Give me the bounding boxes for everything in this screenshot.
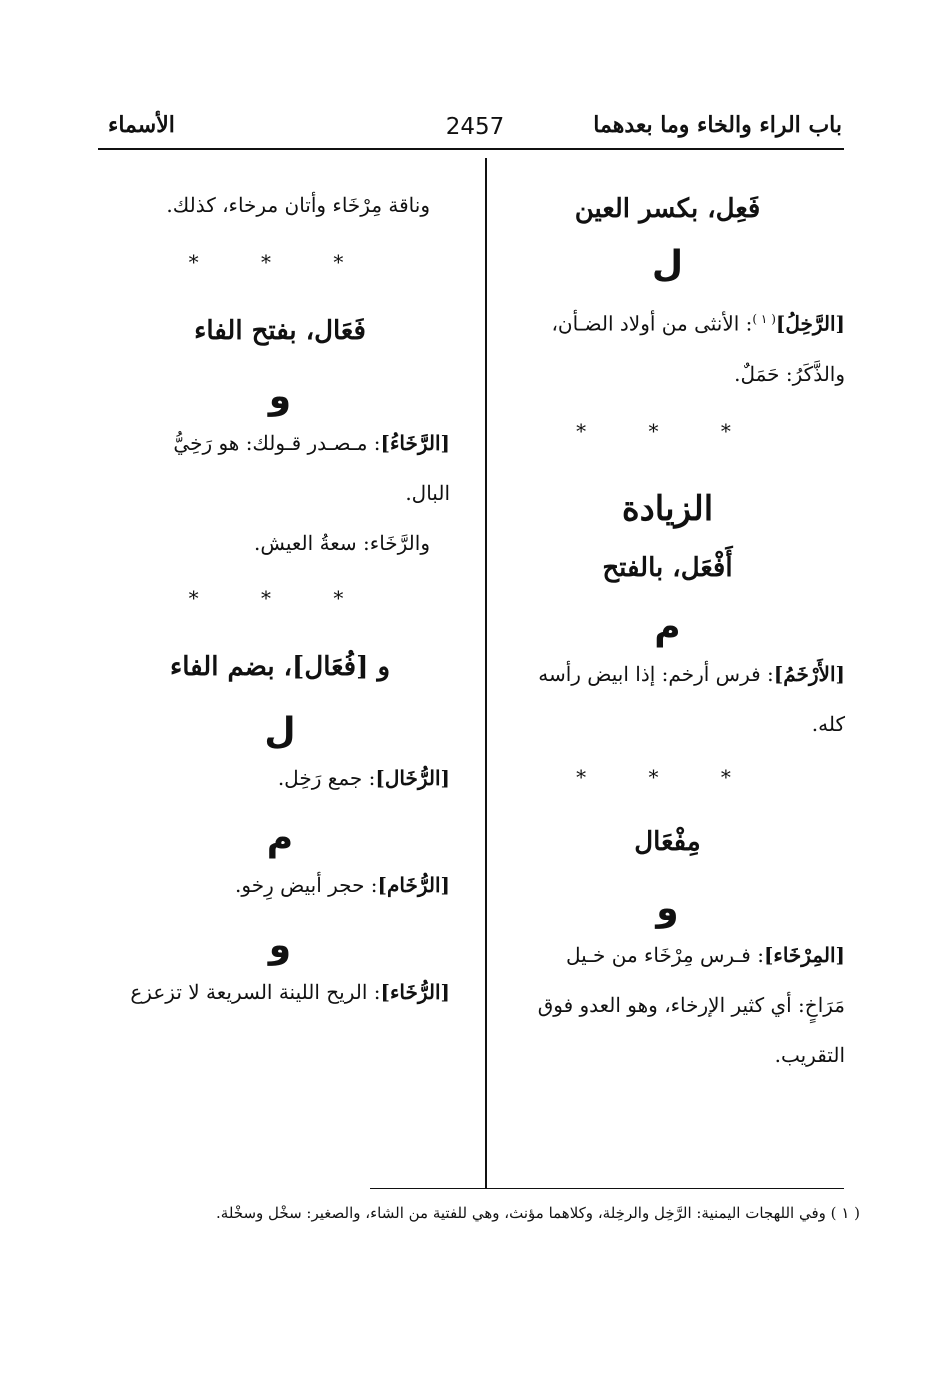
entry-text: : حجر أبيض رِخو. — [235, 872, 378, 897]
entry-text: : جمع رَخِل. — [277, 765, 376, 790]
entry-term: [الرَّخَاءُ] — [380, 431, 450, 456]
running-header-left: الأسماء — [108, 112, 175, 138]
entry-term: [الرَّخِلُ] — [775, 312, 845, 337]
section-title: الزيادة — [621, 489, 714, 530]
entry-text: : فـرس مِرْخَاء من خـيل — [565, 942, 764, 967]
entry — [110, 418, 450, 468]
entry-text: التقريب. — [774, 1042, 845, 1067]
separator-stars: * * * — [576, 765, 759, 790]
entry-text: كله. — [811, 712, 845, 737]
section-heading: فَعَال، بفتح الفاء — [194, 316, 366, 346]
section-heading: أَفْعَل، بالفتح — [602, 553, 733, 584]
page-number: 2457 — [445, 114, 505, 140]
entry-term: [الرُّخَال] — [375, 765, 450, 790]
letter-heading: و — [656, 887, 679, 929]
entry-text: والذَّكَرُ: حَمَلٌ. — [734, 362, 845, 387]
entry-term: [الرُّخَاء] — [380, 980, 450, 1005]
footnote-rule — [370, 1188, 844, 1189]
running-header-right: باب الراء والخاء وما بعدهما — [593, 112, 842, 138]
section-heading: مِفْعَال — [634, 827, 701, 858]
entry — [110, 967, 450, 1017]
entry — [110, 860, 450, 910]
left-column — [110, 180, 450, 1017]
entry-text: : الأنثى من أولاد الضـأن، — [551, 312, 753, 337]
entry-text: : مـصـدر قـولك: هو رَخِيُّ — [173, 431, 381, 456]
entry-term: [الرُّخَام] — [377, 872, 450, 897]
section-heading: فَعِل، بكسر العين — [574, 194, 761, 224]
letter-heading: و — [268, 924, 292, 966]
entry-term: [المِرْخَاء] — [763, 942, 845, 967]
entry-text: مَرَاخٍ: أي كثير الإرخاء، وهو العدو فوق — [537, 992, 845, 1017]
footnote: ( ١ ) وفي اللهجات اليمنية: الرَّخِل والرخِلة، وكلاهما مؤنث، وهي للفتية من الشاء، والصغير: سخْل وسخْلة. — [216, 1204, 860, 1222]
entry — [490, 930, 845, 980]
entry-text: : فرس أرخم: إذا ابيض رأسه — [538, 662, 774, 687]
letter-heading: م — [654, 607, 681, 649]
letter-heading: ل — [264, 710, 296, 752]
letter-heading: م — [266, 817, 294, 859]
separator-stars: * * * — [188, 250, 372, 274]
right-column — [490, 180, 845, 1080]
separator-stars: * * * — [188, 586, 372, 611]
header-rule — [98, 148, 844, 150]
separator-stars: * * * — [576, 419, 759, 444]
entry-term: [الأَرْخَمُ] — [773, 662, 845, 687]
entry — [110, 753, 450, 803]
section-heading: و [فُعَال]، بضم الفاء — [169, 652, 391, 683]
letter-heading: ل — [651, 244, 684, 286]
entry-text: البال. — [405, 481, 450, 506]
entry — [490, 649, 845, 699]
column-divider — [485, 158, 487, 1188]
entry-text: والرَّخَاء: سعةُ العيش. — [254, 531, 430, 556]
entry — [490, 294, 845, 349]
footnote-ref: ( ١ ) — [752, 312, 776, 327]
letter-heading: و — [268, 376, 292, 418]
entry-text: وناقة مِرْخَاء وأتان مرخاء، كذلك. — [166, 193, 430, 217]
entry-text: : الريح اللينة السريعة لا تزعزع — [130, 980, 381, 1005]
